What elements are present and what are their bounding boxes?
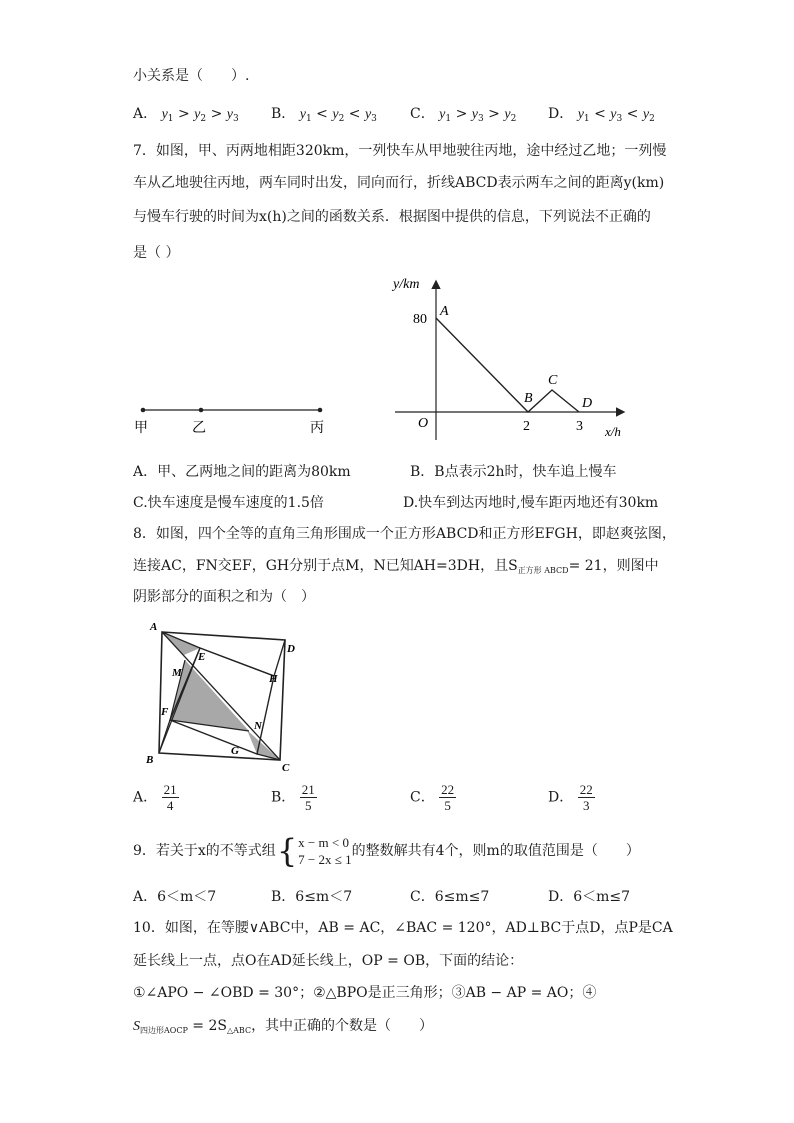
q10-line-3: ①∠APO − ∠OBD = 30°；②△BPO是正三角形；③AB − AP = AO；④ [133, 985, 597, 1001]
label-jia: 甲 [134, 421, 148, 436]
q10-line-1: 10．如图，在等腰∨ABC中，AB = AC，∠BAC = 120°，AD⊥BC于点D，点P是CA [133, 920, 673, 936]
shaded-triangle-top [162, 632, 200, 655]
point-bing [318, 408, 323, 413]
q7-line-1: 7．如图，甲、丙两地相距320km，一列快车从甲地驶往丙地，途中经过乙地；一列慢 [133, 143, 667, 159]
x-tick-3: 3 [576, 419, 583, 434]
y-axis-label: y/km [393, 277, 420, 292]
q7-line-2: 车从乙地驶往丙地，两车同时出发，同向而行，折线ABCD表示两车之间的距离y(km) [133, 175, 665, 191]
label-h: H [269, 673, 278, 685]
fraction: $\frac{22}{5}$ [441, 782, 455, 813]
label-bing: 丙 [310, 421, 324, 436]
point-jia [141, 408, 146, 413]
point-d-label: D [582, 396, 593, 411]
zhao-shuang-figure [140, 618, 300, 778]
x-axis-label: x/h [605, 424, 621, 439]
option-label: C． [410, 106, 435, 122]
q6-option-c[interactable]: C． $y_1 > y_3 > y_2$ [410, 106, 517, 124]
label-d: D [287, 643, 295, 655]
q7-option-a[interactable]: A．甲、乙两地之间的距离为80km [133, 464, 351, 480]
fraction: $\frac{21}{4}$ [163, 782, 177, 813]
option-label: B． [271, 106, 296, 122]
place-line-figure [130, 395, 340, 440]
label-b: B [146, 754, 154, 766]
point-a-label: A [440, 304, 449, 319]
q6-option-b[interactable]: B． $y_1 < y_2 < y_3$ [271, 106, 377, 124]
option-label: D． [548, 106, 574, 122]
q10-line-2: 延长线上一点，点O在AD延长线上，OP = OB，下面的结论： [133, 953, 524, 969]
y-tick-80: 80 [413, 312, 427, 327]
q9-option-a[interactable]: A．6＜m＜7 [133, 889, 217, 905]
q9-option-c[interactable]: C．6≤m≤7 [410, 889, 490, 905]
q8-line-3: 阴影部分的面积之和为（ ） [133, 589, 315, 605]
q6-option-d[interactable]: D． $y_1 < y_3 < y_2$ [548, 106, 655, 124]
label-g: G [231, 745, 239, 757]
brace-icon: { [276, 832, 298, 870]
inequality-system: x − m < 0 7 − 2x ≤ 1 [298, 835, 352, 867]
point-b-label: B [524, 391, 533, 406]
q6-tail-text: 小关系是（ ）. [133, 68, 250, 84]
q8-line-1: 8．如图，四个全等的直角三角形围成一个正方形ABCD和正方形EFGH，即赵爽弦图， [133, 526, 676, 542]
label-a: A [150, 621, 158, 633]
q6-option-a[interactable]: A． $y_1 > y_2 > y_3$ [133, 106, 239, 124]
q8-option-b[interactable]: B． $\frac{21}{5}$ [271, 782, 315, 813]
option-label: A． [133, 106, 158, 122]
point-c-label: C [548, 373, 558, 388]
fraction: $\frac{21}{5}$ [301, 782, 315, 813]
fraction: $\frac{22}{3}$ [579, 782, 593, 813]
q7-option-c[interactable]: C.快车速度是慢车速度的1.5倍 [133, 495, 324, 511]
distance-time-graph [385, 270, 635, 440]
x-tick-2: 2 [523, 419, 530, 434]
q7-line-3: 与慢车行驶的时间为x(h)之间的函数关系．根据图中提供的信息，下列说法不正确的 [133, 209, 651, 225]
q8-option-c[interactable]: C． $\frac{22}{5}$ [410, 782, 455, 813]
q8-option-d[interactable]: D． $\frac{22}{3}$ [548, 782, 593, 813]
q9-option-d[interactable]: D．6＜m≤7 [548, 889, 631, 905]
q7-line-4: 是（ ） [133, 245, 180, 261]
abcd-polyline [436, 318, 579, 412]
label-e: E [198, 651, 206, 663]
q8-option-a[interactable]: A． $\frac{21}{4}$ [133, 782, 177, 813]
label-n: N [254, 720, 262, 732]
label-yi: 乙 [192, 421, 206, 436]
q9-option-b[interactable]: B．6≤m＜7 [271, 889, 353, 905]
label-f: F [161, 706, 169, 718]
q7-option-d[interactable]: D.快车到达丙地时,慢车距丙地还有30km [403, 495, 659, 511]
label-m: M [172, 667, 182, 679]
point-yi [199, 408, 204, 413]
q10-line-4: $S_{四边形AOCP} = 2S_{\triangle ABC}$，其中正确的个数是（ ） [133, 1018, 434, 1035]
q8-line-2: 连接AC，FN交EF，GH分别于点M，N已知AH=3DH，且$S_{正方形 ABCD}= 21$，则图中 [133, 558, 659, 575]
label-c: C [282, 762, 290, 774]
q7-option-b[interactable]: B．B点表示2h时，快车追上慢车 [410, 464, 617, 480]
origin-label: O [418, 416, 429, 431]
q9-stem: 9．若关于x的不等式组 { x − m < 0 7 − 2x ≤ 1 的整数解共有4个，则m的取值范围是（ ） [133, 832, 640, 870]
